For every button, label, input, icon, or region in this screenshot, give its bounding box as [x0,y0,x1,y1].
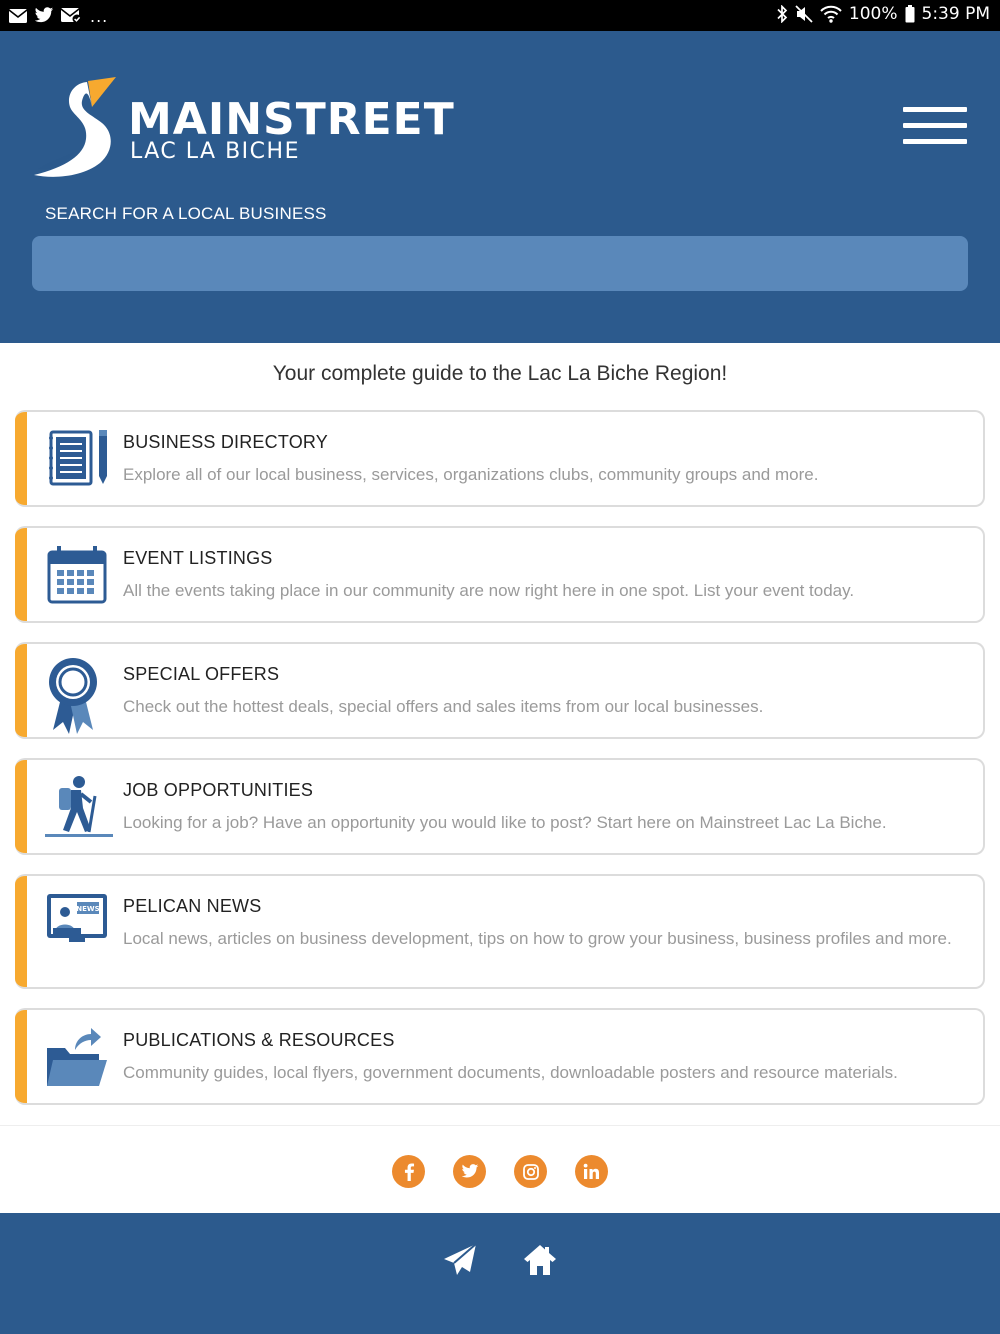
facebook-icon[interactable] [392,1155,425,1188]
card-accent [15,412,27,505]
notebook-icon [45,426,111,492]
wifi-icon [820,5,842,23]
folder-share-icon [45,1026,111,1092]
card-description: Community guides, local flyers, government documents, downloadable posters and resource materials. [123,1063,898,1082]
card-accent [15,1010,27,1103]
card-title: PELICAN NEWS [123,896,262,916]
social-bar [0,1125,1000,1213]
card-pelican-news[interactable] [15,874,985,989]
card-title: BUSINESS DIRECTORY [123,432,328,452]
card-event-listings[interactable] [15,526,985,623]
calendar-icon [45,542,111,608]
card-accent [15,528,27,621]
card-job-opportunities[interactable] [15,758,985,855]
more-notifications: ... [90,7,109,26]
tagline: Your complete guide to the Lac La Biche Region! [272,362,728,385]
brand-name: MAINSTREET [128,94,455,145]
card-accent [15,760,27,853]
card-business-directory[interactable] [15,410,985,507]
battery-icon [905,5,915,23]
hamburger-menu-icon[interactable] [903,107,967,147]
battery-percent: 100% [848,4,898,24]
twitter-icon[interactable] [453,1155,486,1188]
brand-subtitle: LAC LA BICHE [130,139,300,164]
mail-check-icon [60,7,82,24]
card-title: EVENT LISTINGS [123,548,273,568]
footer-nav [0,1213,1000,1334]
card-special-offers[interactable] [15,642,985,739]
bluetooth-icon [776,5,788,23]
card-description: All the events taking place in our community are now right here in one spot. List your event today. [123,581,855,600]
card-description: Local news, articles on business development, tips on how to grow your business, business profiles and more. [123,929,952,948]
notification-icons [8,5,108,26]
twitter-icon [34,7,54,24]
home-icon[interactable] [522,1243,558,1277]
card-publications-resources[interactable] [15,1008,985,1105]
card-description: Check out the hottest deals, special offers and sales items from our local businesses. [123,697,764,716]
card-accent [15,644,27,737]
card-description: Looking for a job? Have an opportunity you would like to post? Start here on Mainstreet Lac La Biche. [123,813,887,832]
svg-text:NEWS: NEWS [76,905,100,913]
search-label: SEARCH FOR A LOCAL BUSINESS [45,204,327,223]
card-title: PUBLICATIONS & RESOURCES [123,1030,395,1050]
instagram-icon[interactable] [514,1155,547,1188]
mute-icon [795,5,813,23]
card-title: SPECIAL OFFERS [123,664,280,684]
news-anchor-icon [45,888,111,954]
card-description: Explore all of our local business, services, organizations clubs, community groups and more. [123,465,819,484]
email-icon [8,8,28,24]
clock: 5:39 PM [921,4,990,24]
card-accent [15,876,27,987]
linkedin-icon[interactable] [575,1155,608,1188]
pelican-logo-icon [30,77,120,181]
system-icons [776,4,990,24]
send-icon[interactable] [443,1243,477,1277]
logo[interactable] [30,77,455,181]
status-bar [0,0,1000,31]
search-input[interactable] [32,236,968,291]
card-title: JOB OPPORTUNITIES [123,780,314,800]
header [0,31,1000,343]
hiker-icon [45,774,115,840]
award-ribbon-icon [45,656,111,736]
